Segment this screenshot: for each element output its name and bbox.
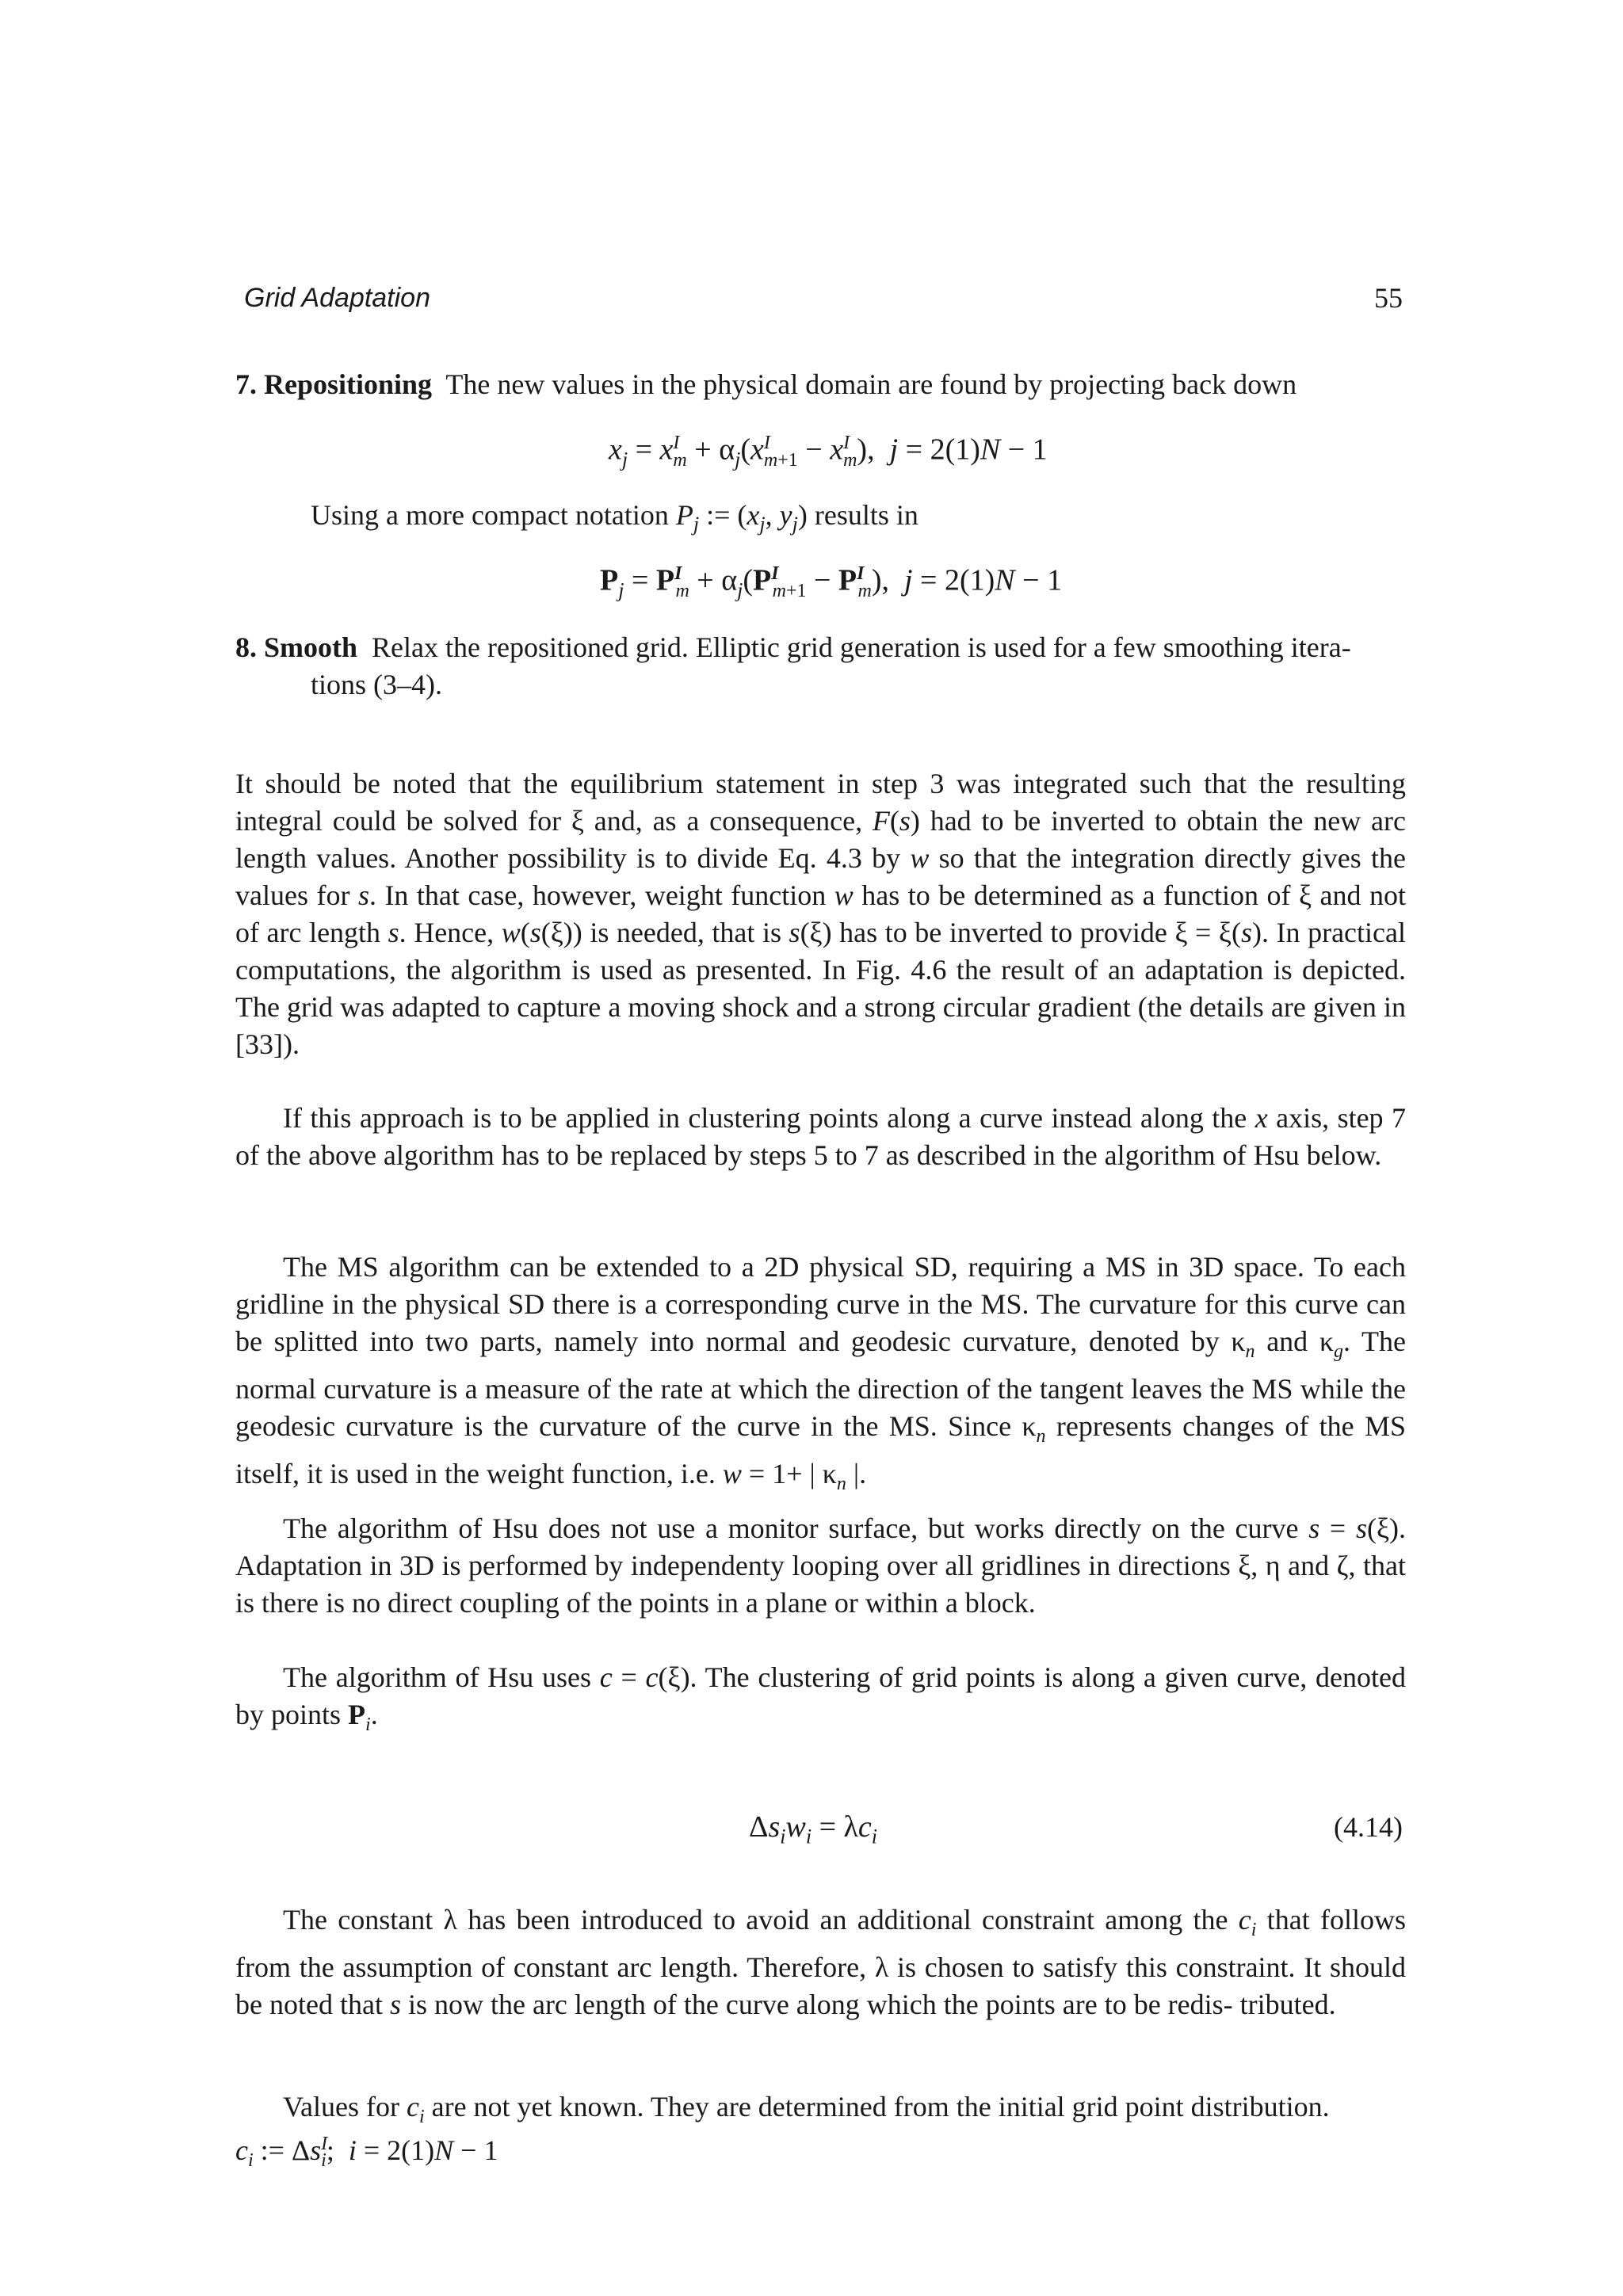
step8-label: 8. Smooth	[235, 631, 358, 663]
paragraph-4: The algorithm of Hsu does not use a monitor surface, but works directly on the curve s = s(ξ). Adaptation in 3D is performed by independenty looping over all gridlines in directions ξ, η and ζ, that is there is no direct coupling of the points in a plane or within a block.	[235, 1512, 1406, 1619]
page-number: 55	[1374, 282, 1403, 314]
ci-definition: $c_i$ := $\Delta s^I_i$; i = 2(1)N − 1	[235, 2134, 498, 2172]
equation-Pj: $P_j = P^I_m + \alpha_j(P^I_{m+1} - P^I_m)$, j = 2(1)N − 1	[600, 563, 1063, 602]
step7-text: The new values in the physical domain are found by projecting back down	[445, 368, 1297, 400]
running-header-title: Grid Adaptation	[244, 283, 430, 313]
equation-number: (4.14)	[1334, 1811, 1403, 1843]
step8-block: 8. Smooth Relax the repositioned grid. Elliptic grid generation is used for a few smoothing itera- tions (3–4).	[235, 631, 1351, 700]
equation-xj: $x_j = x^I_m + \alpha_j(x^I_{m+1} - x^I_m)$, j = 2(1)N − 1	[609, 433, 1048, 471]
step7-label: 7. Repositioning	[235, 368, 433, 400]
paragraph-5: The algorithm of Hsu uses c = c(ξ). The clustering of grid points is along a given curve, denoted by points $P_i$.	[235, 1661, 1407, 1736]
paragraph-1: It should be noted that the equilibrium statement in step 3 was integrated such that the resulting integral could be solved for ξ and, as a consequence, F(s) had to be inverted to obtain the new arc length values. Another possibility is to divide Eq. 4.3 by w so that the integration directly gives the values for s. In that case, however, weight function w has to be determined as a function of ξ and not of arc length s. Hence, w(s(ξ)) is needed, that is s(ξ) has to be inverted to provide ξ = ξ(s). In practical computations, the algorithm is used as presented. In Fig. 4.6 the result of an adaptation is depicted. The grid was adapted to capture a moving shock and a strong circular gradient (the details are given in [33]).	[235, 768, 1407, 1060]
paragraph-2: If this approach is to be applied in clustering points along a curve instead along the x axis, step 7 of the above algorithm has to be replaced by steps 5 to 7 as described in the algorithm of Hsu below.	[235, 1102, 1407, 1171]
step7-line	[235, 366, 1296, 403]
paragraph-3: The MS algorithm can be extended to a 2D physical SD, requiring a MS in 3D space. To each gridline in the physical SD there is a corresponding curve in the MS. The curvature for this curve can be splitted into two parts, namely into normal and geodesic curvature, denoted by $\kappa_n$ and $\kappa_g$. The normal curvature is a measure of the rate at which the direction of the tangent leaves the MS while the geodesic curvature is the curvature of the curve in the MS. Since $\kappa_n$ represents changes of the MS itself, it is used in the weight function, i.e. w = 1+ | $\kappa_n$ |.	[235, 1251, 1406, 1495]
paragraph-6: The constant λ has been introduced to avoid an additional constraint among the $c_i$ that follows from the assumption of constant arc length. Therefore, λ is chosen to satisfy this constraint. It should be noted that s is now the arc length of the curve along which the points are to be redis- tributed.	[235, 1904, 1406, 2021]
equation-4-14: $\Delta s_iw_i = \lambda c_i$	[749, 1810, 878, 1848]
compact-notation-line: Using a more compact notation $P_j$ := ($x_j$, $y_j$) results in	[311, 499, 918, 536]
paragraph-7: Values for $c_i$ are not yet known. They are determined from the initial grid point distribution.	[283, 2091, 1330, 2128]
